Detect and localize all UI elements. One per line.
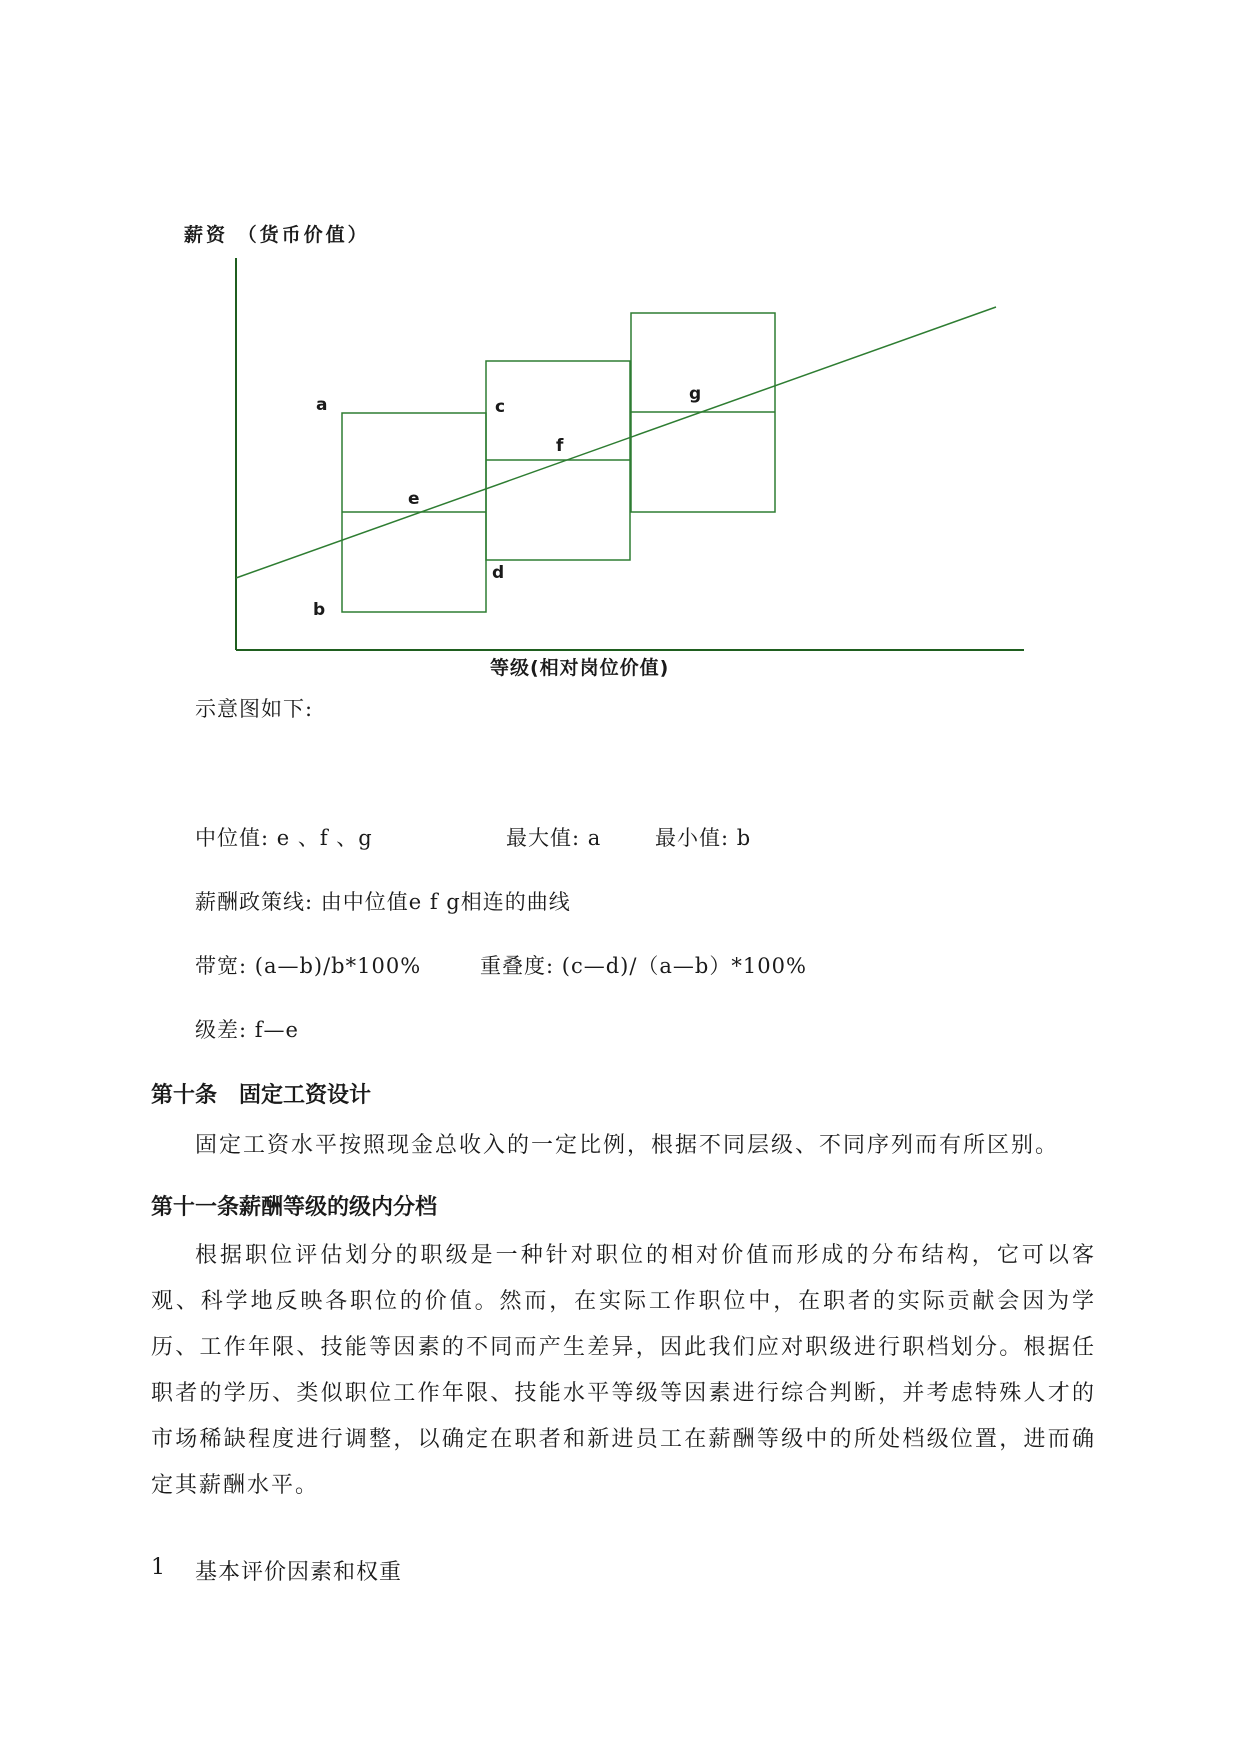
policy-line-text: 薪酬政策线: 由中位值e f g相连的曲线 xyxy=(195,890,571,914)
point-label-e: e xyxy=(408,489,420,509)
diagram-caption: 示意图如下: xyxy=(195,697,314,721)
pay-policy-line xyxy=(236,307,996,578)
point-label-a: a xyxy=(316,395,328,415)
section-10-heading: 第十条 固定工资设计 xyxy=(151,1083,372,1108)
point-label-f: f xyxy=(556,436,564,456)
grade-difference-text: 级差: f—e xyxy=(195,1018,299,1042)
section-11-heading: 第十一条薪酬等级的级内分档 xyxy=(151,1195,438,1220)
max-value-text: 最大值: a xyxy=(506,826,602,850)
bandwidth-text: 带宽: (a—b)/b*100% xyxy=(195,954,422,978)
point-label-g: g xyxy=(689,384,702,404)
salary-structure-diagram xyxy=(0,0,1241,700)
point-label-b: b xyxy=(313,600,326,620)
overlap-text: 重叠度: (c—d)/（a—b）*100% xyxy=(480,954,807,978)
chart-title: 薪资 （货币价值） xyxy=(184,224,370,246)
item-1-number: 1 xyxy=(151,1555,166,1580)
x-axis-label: 等级(相对岗位价值) xyxy=(490,657,670,679)
section-11-body: 根据职位评估划分的职级是一种针对职位的相对价值而形成的分布结构，它可以客观、科学地反映各职位的价值。然而，在实际工作职位中，在职者的实际贡献会因为学历、工作年限、技能等因素的不同而产生差异，因此我们应对职级进行职档划分。根据任职者的学历、类似职位工作年限、技能水平等级等因素进行综合判断，并考虑特殊人才的市场稀缺程度进行调整，以确定在职者和新进员工在薪酬等级中的所处档级位置，进而确定其薪酬水平。 xyxy=(151,1243,1096,1498)
section-10-body: 固定工资水平按照现金总收入的一定比例，根据不同层级、不同序列而有所区别。 xyxy=(195,1133,1060,1158)
point-label-d: d xyxy=(492,563,505,583)
median-line-text: 中位值: e 、f 、g xyxy=(195,826,373,850)
item-1-text: 基本评价因素和权重 xyxy=(195,1560,403,1585)
min-value-text: 最小值: b xyxy=(655,826,752,850)
point-label-c: c xyxy=(495,397,506,417)
